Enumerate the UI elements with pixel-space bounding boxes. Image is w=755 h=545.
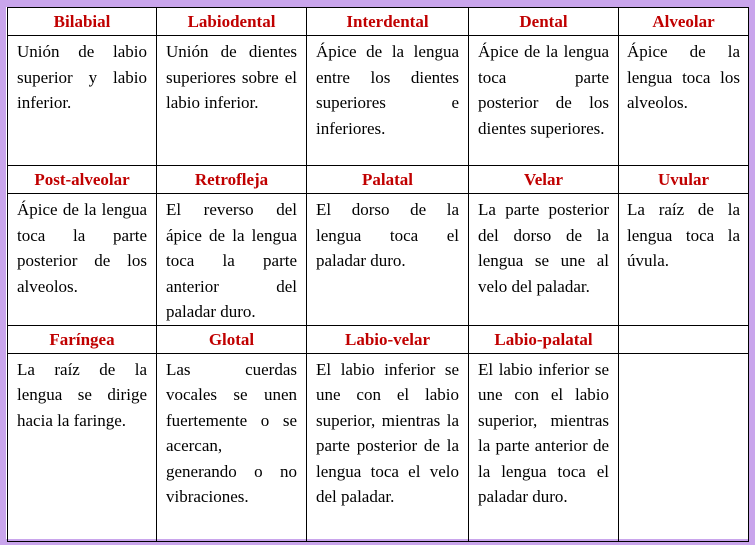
description-text: Ápice de la lengua entre los dientes superiores e inferiores.	[316, 42, 459, 138]
header-cell-faringea: Faríngea	[8, 325, 157, 353]
header-row	[8, 166, 749, 194]
header-cell-empty	[619, 325, 749, 353]
description-cell	[307, 194, 469, 326]
description-cell	[307, 36, 469, 166]
description-text: La parte posterior del dorso de la lengua se une al velo del paladar.	[478, 200, 609, 296]
header-cell-uvular: Uvular	[619, 166, 749, 194]
description-cell	[157, 194, 307, 326]
description-text: La raíz de la lengua se dirige hacia la faringe.	[17, 359, 147, 430]
description-cell	[619, 353, 749, 541]
header-cell-palatal: Palatal	[307, 166, 469, 194]
header-cell-dental: Dental	[469, 8, 619, 36]
description-cell	[469, 36, 619, 166]
header-cell-interdental: Interdental	[307, 8, 469, 36]
header-row	[8, 325, 749, 353]
header-cell-labio-palatal: Labio-palatal	[469, 325, 619, 353]
description-cell	[8, 194, 157, 326]
description-cell	[469, 353, 619, 541]
description-text: Ápice de la lengua toca los alveolos.	[627, 42, 740, 112]
header-cell-alveolar: Alveolar	[619, 8, 749, 36]
header-row	[8, 8, 749, 36]
description-cell	[307, 353, 469, 541]
description-cell	[619, 194, 749, 326]
description-text: El reverso del ápice de la lengua toca la parte anterior del paladar duro.	[166, 200, 297, 321]
header-cell-post-alveolar: Post-alveolar	[8, 166, 157, 194]
description-text: Unión de labio superior y labio inferior.	[17, 42, 147, 112]
description-text: El dorso de la lengua toca el paladar duro.	[316, 200, 459, 270]
description-cell	[619, 36, 749, 166]
description-text: Unión de dientes superiores sobre el labio inferior.	[166, 42, 297, 112]
description-row	[8, 194, 749, 326]
description-cell	[469, 194, 619, 326]
description-text: Las cuerdas vocales se unen fuertemente o se acercan, generando o no vibraciones.	[166, 359, 297, 506]
description-text	[619, 354, 748, 357]
description-cell	[8, 36, 157, 166]
description-row	[8, 353, 749, 541]
description-text: La raíz de la lengua toca la úvula.	[627, 200, 740, 270]
header-cell-bilabial: Bilabial	[8, 8, 157, 36]
header-cell-retrofleja: Retrofleja	[157, 166, 307, 194]
description-text: Ápice de la lengua toca parte posterior de los dientes superiores.	[478, 42, 609, 138]
header-cell-labio-velar: Labio-velar	[307, 325, 469, 353]
description-text: Ápice de la lengua toca la parte posterior de los alveolos.	[17, 200, 147, 296]
header-cell-labiodental: Labiodental	[157, 8, 307, 36]
description-cell	[157, 353, 307, 541]
header-cell-glotal: Glotal	[157, 325, 307, 353]
description-row	[8, 36, 749, 166]
description-text: El labio inferior se une con el labio superior, mientras la parte anterior de la lengua toca el paladar duro.	[478, 359, 609, 506]
description-text: El labio inferior se une con el labio superior, mientras la parte posterior de la lengua toca el velo del paladar.	[316, 359, 459, 506]
articulation-points-table	[7, 7, 749, 542]
description-cell	[8, 353, 157, 541]
description-cell	[157, 36, 307, 166]
header-cell-velar: Velar	[469, 166, 619, 194]
